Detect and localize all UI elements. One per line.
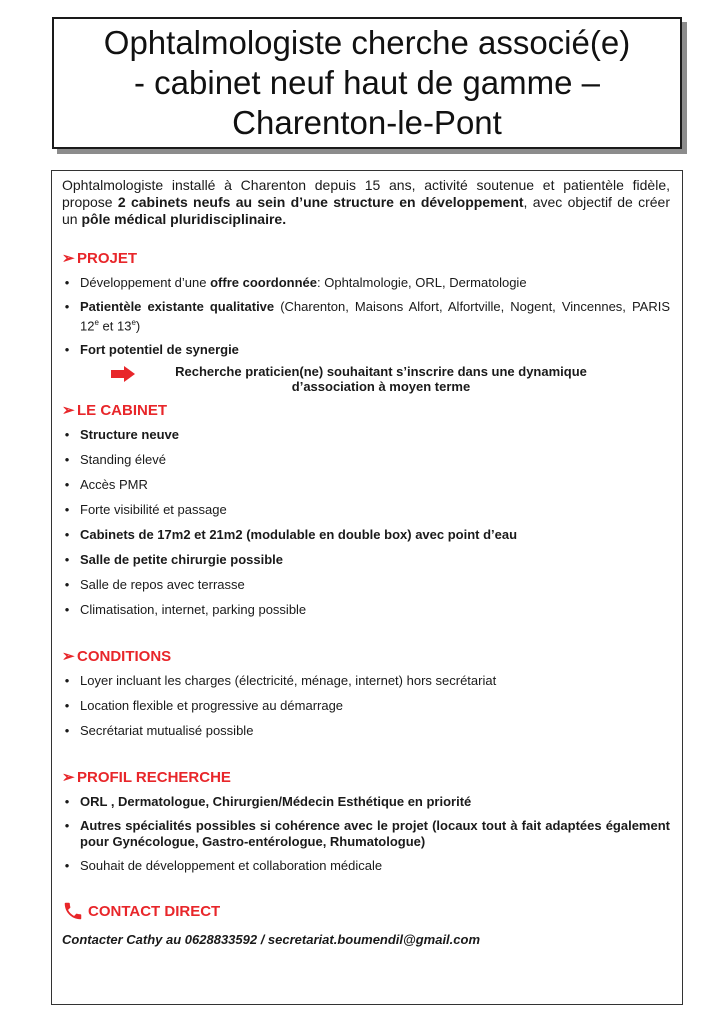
list-item	[62, 673, 670, 689]
section-projet-heading	[62, 248, 670, 268]
chevron-icon: ➢	[62, 402, 75, 420]
section-conditions-title: CONDITIONS	[77, 647, 172, 665]
phone-icon	[62, 900, 84, 922]
section-profil-title: PROFIL RECHERCHE	[77, 768, 231, 786]
projet-item2-bold: Patientèle existante qualitative	[80, 299, 275, 314]
list-item	[62, 577, 670, 593]
list-item-text: Location flexible et progressive au démarrage	[80, 698, 344, 714]
bullet-icon: •	[64, 818, 70, 834]
list-item-text: Cabinets de 17m2 et 21m2 (modulable en double box) avec point d’eau	[80, 527, 518, 543]
right-arrow-icon	[111, 366, 135, 382]
content-box	[51, 170, 683, 1005]
projet-item3-bold: Fort potentiel de synergie	[80, 342, 239, 358]
bullet-icon: •	[64, 698, 70, 714]
bullet-icon: •	[64, 342, 70, 358]
section-cabinet-title: LE CABINET	[77, 401, 167, 419]
projet-item2-text-3: )	[135, 318, 141, 334]
intro-bold-2: pôle médical pluridisciplinaire.	[81, 211, 287, 227]
list-item	[62, 452, 670, 468]
bullet-icon: •	[64, 452, 70, 468]
list-item	[62, 794, 670, 810]
list-item	[62, 552, 670, 568]
list-item-text: Forte visibilité et passage	[80, 502, 227, 518]
projet-item1-bold: offre coordonnée	[210, 275, 317, 290]
intro-text-1: Ophtalmologiste installé à Charenton depuis 15 ans, activité soutenue et patientèle fidèle, propose	[62, 177, 670, 210]
contact-heading	[62, 898, 670, 924]
projet-arrow-callout	[62, 364, 670, 394]
bullet-icon: •	[64, 502, 70, 518]
chevron-icon: ➢	[62, 769, 75, 787]
list-item-text: Souhait de développement et collaboration médicale	[80, 858, 383, 874]
projet-list	[62, 275, 670, 358]
title-box	[52, 17, 682, 149]
section-cabinet-heading	[62, 400, 670, 420]
projet-item2-sup-2: e	[131, 318, 136, 327]
list-item-text: Salle de repos avec terrasse	[80, 577, 245, 593]
list-item-text: Salle de petite chirurgie possible	[80, 552, 284, 568]
projet-item1-text-2: : Ophtalmologie, ORL, Dermatologie	[317, 275, 527, 290]
bullet-icon: •	[64, 427, 70, 443]
projet-item2-sup-1: e	[94, 318, 99, 327]
cabinet-list	[62, 427, 670, 618]
list-item	[62, 275, 670, 291]
bullet-icon: •	[64, 552, 70, 568]
section-projet-title: PROJET	[77, 249, 138, 267]
bullet-icon: •	[64, 602, 70, 618]
bullet-icon: •	[64, 477, 70, 493]
profil-list	[62, 794, 670, 874]
list-item-text: Standing élevé	[80, 452, 167, 468]
bullet-icon: •	[64, 794, 70, 810]
bullet-icon: •	[64, 723, 70, 739]
bullet-icon: •	[64, 577, 70, 593]
list-item	[62, 342, 670, 358]
list-item-text: Structure neuve	[80, 427, 179, 443]
section-profil-heading	[62, 767, 670, 787]
list-item	[62, 477, 670, 493]
projet-item2-text-1: (Charenton, Maisons Alfort, Alfortville, Nogent, Vincennes, PARIS 12	[80, 299, 671, 334]
list-item	[62, 502, 670, 518]
title-line-1: Ophtalmologiste cherche associé(e)	[103, 24, 631, 61]
list-item	[62, 698, 670, 714]
list-item-text: ORL , Dermatologue, Chirurgien/Médecin Esthétique en priorité	[80, 794, 472, 810]
bullet-icon: •	[64, 527, 70, 543]
chevron-icon: ➢	[62, 250, 75, 267]
list-item-text: Climatisation, internet, parking possible	[80, 602, 307, 618]
contact-title: CONTACT DIRECT	[88, 902, 221, 920]
intro-bold-1: 2 cabinets neufs au sein d’une structure en développement	[117, 194, 524, 210]
bullet-icon: •	[64, 673, 70, 689]
list-item	[62, 602, 670, 618]
projet-item2-text-2: et 13	[98, 318, 132, 334]
bullet-icon: •	[64, 858, 70, 874]
list-item-text: Secrétariat mutualisé possible	[80, 723, 254, 739]
projet-item1-text-1: Développement d’une	[80, 275, 211, 290]
list-item	[62, 427, 670, 443]
bullet-icon: •	[64, 299, 70, 314]
intro-text-2: , avec objectif de créer un	[62, 194, 671, 227]
chevron-icon: ➢	[62, 648, 75, 666]
list-item-text: Loyer incluant les charges (électricité, ménage, internet) hors secrétariat	[80, 673, 497, 689]
list-item	[62, 858, 670, 874]
list-item	[62, 723, 670, 739]
title-line-3: Charenton-le-Pont	[232, 104, 502, 141]
bullet-icon: •	[64, 275, 70, 290]
contact-line: Contacter Cathy au 0628833592 / secretariat.boumendil@gmail.com	[62, 932, 481, 948]
list-item	[62, 299, 670, 334]
projet-arrow-text: Recherche praticien(ne) souhaitant s’inscrire dans une dynamique d’association à moyen terme	[175, 364, 587, 395]
intro-paragraph	[62, 177, 670, 228]
list-item-text: Autres spécialités possibles si cohérence avec le projet (locaux tout à fait adaptées également pour Gynécologue, Gastro-entérologue, Rhumatologue)	[80, 818, 670, 850]
list-item-text: Accès PMR	[80, 477, 148, 493]
page-title	[104, 23, 630, 143]
conditions-list	[62, 673, 670, 739]
title-line-2: - cabinet neuf haut de gamme –	[134, 64, 600, 101]
section-conditions-heading	[62, 646, 670, 666]
list-item	[62, 527, 670, 543]
list-item	[62, 818, 670, 850]
